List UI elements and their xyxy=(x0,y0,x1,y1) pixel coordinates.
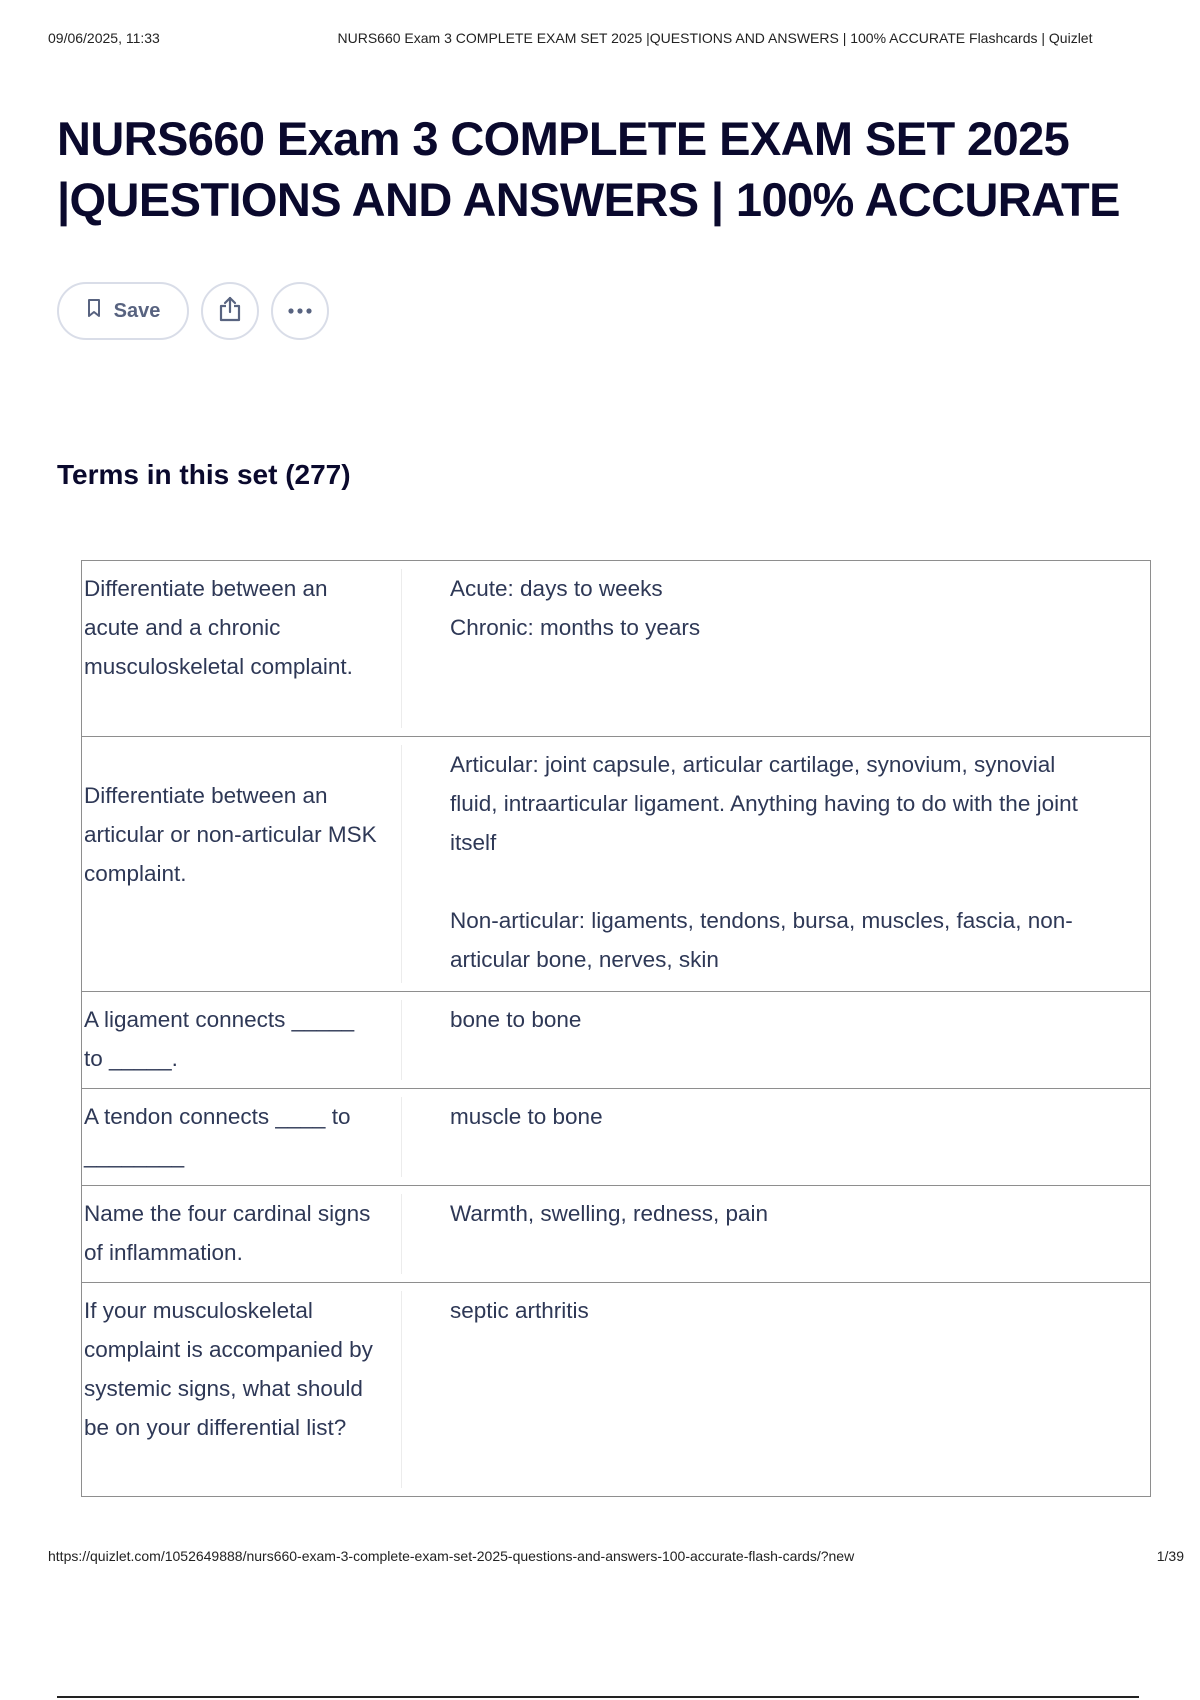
terms-table xyxy=(81,560,1151,1497)
print-footer xyxy=(48,1548,1184,1564)
definition-cell: Acute: days to weeks Chronic: months to years xyxy=(450,576,701,640)
page-bottom-rule xyxy=(57,1696,1139,1698)
save-button[interactable] xyxy=(57,282,189,340)
term-cell: If your musculoskeletal complaint is accompanied by systemic signs, what should be on your differential list? xyxy=(82,1291,402,1488)
term-row xyxy=(82,561,1150,737)
term-cell: Differentiate between an acute and a chronic musculoskeletal complaint. xyxy=(82,569,402,728)
share-button[interactable] xyxy=(201,282,259,340)
action-bar xyxy=(57,282,329,340)
term-cell: A ligament connects _____ to _____. xyxy=(82,1000,402,1080)
print-date: 09/06/2025, 11:33 xyxy=(48,30,160,46)
term-cell: Differentiate between an articular or non-articular MSK complaint. xyxy=(82,745,402,983)
print-header xyxy=(48,30,1154,46)
share-icon xyxy=(217,295,243,328)
terms-heading: Terms in this set (277) xyxy=(57,459,351,490)
print-doc-title: NURS660 Exam 3 COMPLETE EXAM SET 2025 |QUESTIONS AND ANSWERS | 100% ACCURATE Flashcards | Quizlet xyxy=(337,30,1093,46)
page-title: NURS660 Exam 3 COMPLETE EXAM SET 2025 |QUESTIONS AND ANSWERS | 100% ACCURATE xyxy=(57,112,1120,226)
page-number: 1/39 xyxy=(1156,1548,1184,1564)
term-cell: A tendon connects ____ to ________ xyxy=(82,1097,402,1177)
more-icon xyxy=(286,302,314,320)
term-row xyxy=(82,1283,1150,1496)
more-options-button[interactable] xyxy=(271,282,329,340)
definition-cell: Articular: joint capsule, articular cartilage, synovium, synovial fluid, intraarticular ligament. Anything having to do with the joint itself Non-articular: ligaments, tendons, bursa, muscles, fascia, non-articular bone, nerves, skin xyxy=(450,752,1078,972)
term-row xyxy=(82,737,1150,992)
term-row xyxy=(82,992,1150,1089)
definition-cell: muscle to bone xyxy=(450,1104,603,1129)
save-button-label: Save xyxy=(113,299,161,322)
definition-cell: bone to bone xyxy=(450,1007,582,1032)
term-row xyxy=(82,1089,1150,1186)
term-cell: Name the four cardinal signs of inflammation. xyxy=(82,1194,402,1274)
definition-cell: Warmth, swelling, redness, pain xyxy=(450,1201,769,1226)
term-row xyxy=(82,1186,1150,1283)
bookmark-icon xyxy=(86,298,102,324)
print-url: https://quizlet.com/1052649888/nurs660-exam-3-complete-exam-set-2025-questions-and-answers-100-accurate-flash-cards/?new xyxy=(48,1548,855,1564)
definition-cell: septic arthritis xyxy=(450,1298,589,1323)
